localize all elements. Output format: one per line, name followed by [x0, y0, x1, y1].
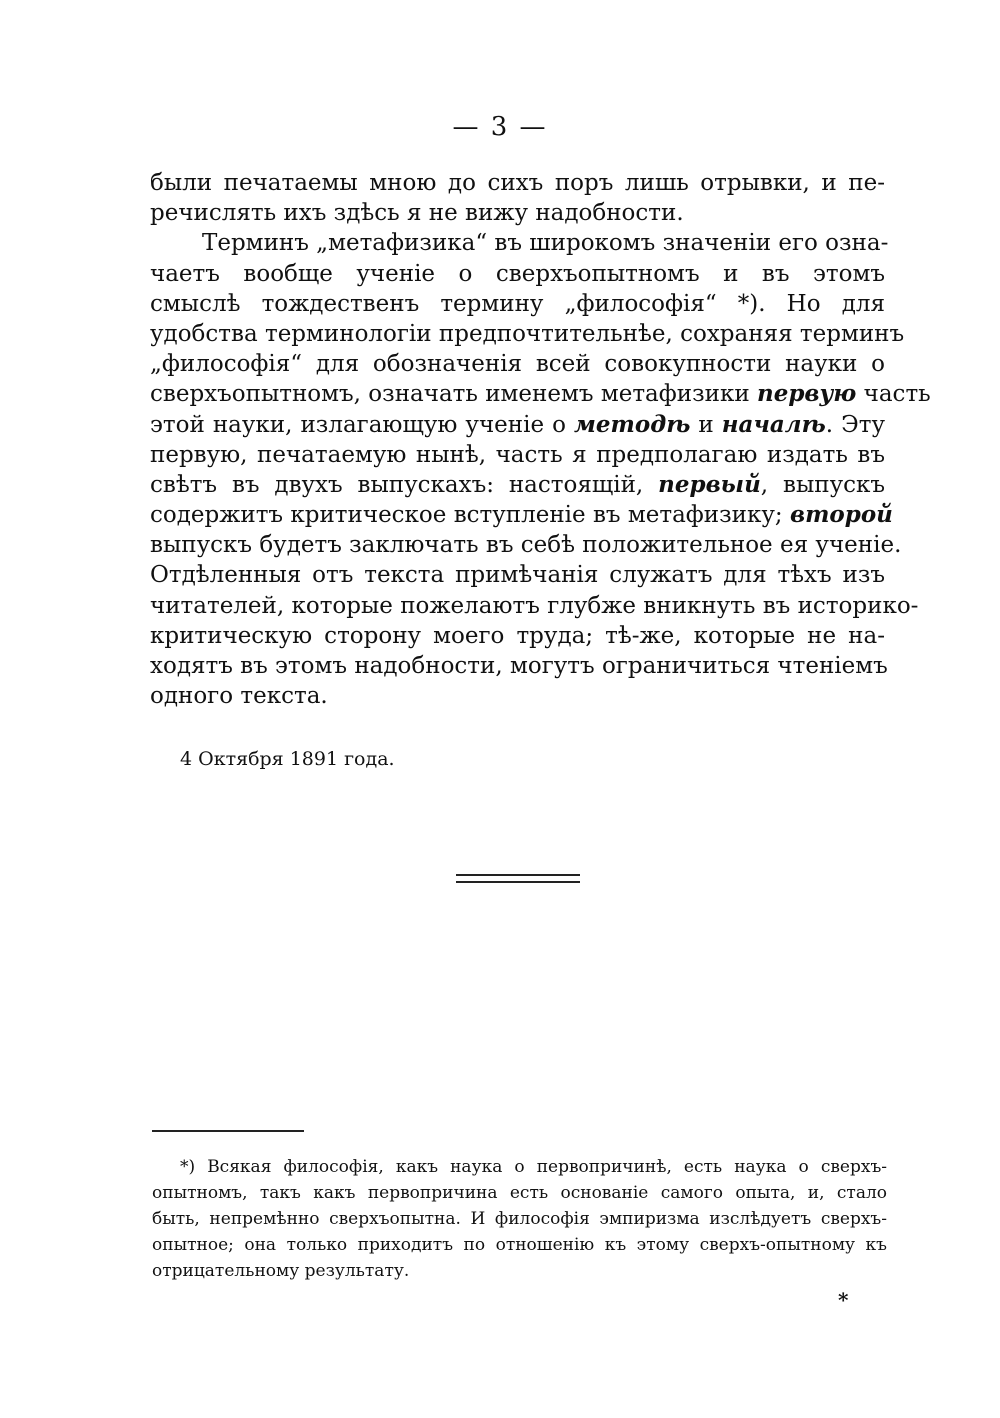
body-text [150, 168, 931, 711]
text-line: Терминъ „метафизика“ въ широкомъ значеніи его озна- [202, 230, 889, 257]
footnote-line: опытномъ, такъ какъ первопричина есть основаніе самого опыта, и, стало [152, 1183, 887, 1203]
text-line [150, 410, 885, 440]
text-line: Отдѣленныя отъ текста примѣчанія служатъ для тѣхъ изъ [150, 562, 885, 589]
date-line: 4 Октября 1891 года. [180, 748, 395, 770]
text-run: . Эту [825, 411, 885, 438]
text-run: свѣтъ въ двухъ выпускахъ: настоящій, [150, 471, 659, 498]
text-run: содержитъ критическое вступленіе въ метафизику; [150, 502, 790, 529]
text-line [150, 500, 893, 530]
text-line [150, 470, 885, 500]
footnote-line: *) Всякая философія, какъ наука о первопричинѣ, есть наука о сверхъ- [180, 1157, 887, 1177]
text-line: речислять ихъ здѣсь я не вижу надобности. [150, 200, 684, 227]
text-run: часть [856, 381, 931, 408]
text-line: „философія“ для обозначенія всей совокупности науки о [150, 351, 885, 378]
page-number: — 3 — [452, 112, 548, 142]
text-run: и [690, 411, 722, 438]
text-line: чаетъ вообще ученіе о сверхъопытномъ и въ этомъ [150, 260, 885, 287]
text-line: первую, печатаемую нынѣ, часть я предполагаю издать въ [150, 441, 885, 468]
emphasis: второй [789, 501, 893, 529]
signature-mark: * [838, 1288, 849, 1312]
text-line: критическую сторону моего труда; тѣ-же, которые не на- [150, 622, 885, 649]
text-line: ходятъ въ этомъ надобности, могутъ ограничиться чтеніемъ [150, 653, 888, 679]
footnote [152, 1154, 887, 1284]
section-separator [456, 874, 580, 883]
text-run: сверхъопытномъ, означать именемъ метафизики [150, 381, 757, 408]
footnote-rule [152, 1130, 304, 1132]
text-run: этой науки, излагающую ученіе о [150, 411, 575, 438]
text-line: одного текста. [150, 683, 328, 710]
footnote-line: быть, непремѣнно сверхъопытна. И философія эмпиризма изслѣдуетъ сверхъ- [152, 1209, 887, 1229]
text-line: удобства терминологіи предпочтительнѣе, сохраняя терминъ [150, 320, 905, 347]
text-line: смыслѣ тождественъ термину „философія“ *). Но для [150, 290, 885, 317]
text-line: выпускъ будетъ заключать въ себѣ положительное ея ученіе. [150, 532, 902, 559]
text-line: были печатаемы мною до сихъ поръ лишь отрывки, и пе- [150, 170, 885, 196]
text-line [150, 379, 931, 409]
text-run: , выпускъ [760, 471, 885, 498]
emphasis: началѣ [721, 410, 826, 438]
footnote-line: отрицательному результату. [152, 1261, 410, 1281]
emphasis: первый [658, 470, 761, 498]
emphasis: методѣ [574, 410, 691, 438]
emphasis: первую [756, 380, 857, 408]
footnote-line: опытное; она только приходитъ по отношенію къ этому сверхъ-опытному къ [152, 1235, 887, 1255]
text-line: читателей, которые пожелаютъ глубже вникнуть въ историко- [150, 592, 919, 619]
